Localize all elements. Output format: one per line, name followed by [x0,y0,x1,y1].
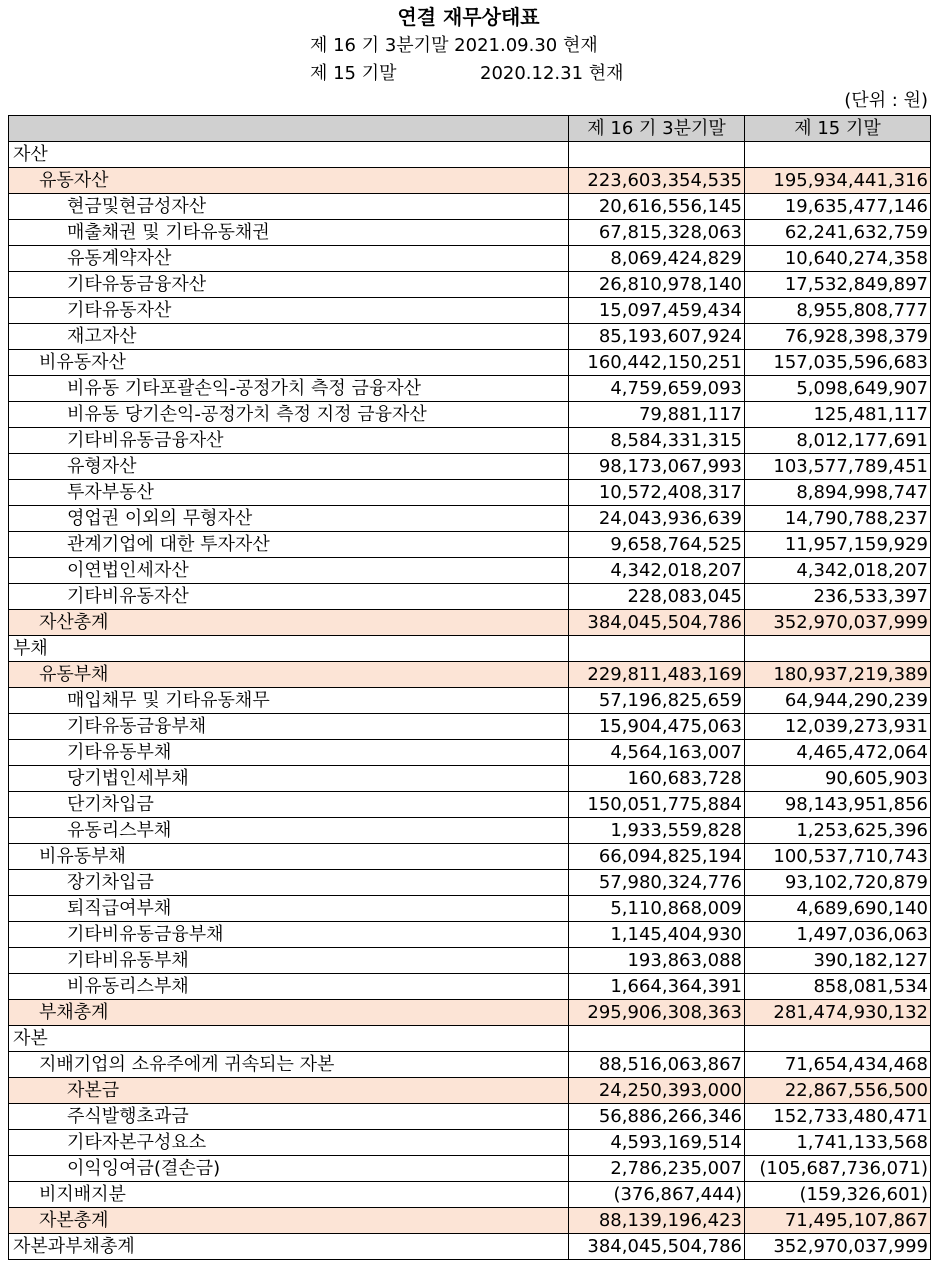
account-label: 기타자본구성요소 [9,1130,569,1156]
table-row [9,818,931,844]
prior-period-label: 제 15 기말 [310,63,397,84]
prior-period-value: 103,577,789,451 [745,454,931,480]
account-label: 자본과부채총계 [9,1234,569,1260]
account-label: 비유동리스부채 [9,974,569,1000]
current-period-value: 26,810,978,140 [569,272,745,298]
prior-period-value: 71,654,434,468 [745,1052,931,1078]
prior-period-value: 71,495,107,867 [745,1208,931,1234]
prior-period-value: (105,687,736,071) [745,1156,931,1182]
table-row [9,844,931,870]
account-label: 자산총계 [9,610,569,636]
current-period-value: 1,664,364,391 [569,974,745,1000]
account-label: 비지배지분 [9,1182,569,1208]
prior-period-value: 8,894,998,747 [745,480,931,506]
table-row [9,480,931,506]
prior-period-value: 858,081,534 [745,974,931,1000]
current-period-value: 228,083,045 [569,584,745,610]
current-period-value: 5,110,868,009 [569,896,745,922]
table-row [9,948,931,974]
account-label: 비유동 당기손익-공정가치 측정 지정 금융자산 [9,402,569,428]
current-period-value: 88,139,196,423 [569,1208,745,1234]
current-period-value [569,636,745,662]
prior-period-value: 236,533,397 [745,584,931,610]
prior-period-value: 157,035,596,683 [745,350,931,376]
table-row [9,532,931,558]
account-label: 현금및현금성자산 [9,194,569,220]
table-row [9,714,931,740]
table-row [9,168,931,194]
current-period-value: 223,603,354,535 [569,168,745,194]
table-row [9,766,931,792]
account-label: 장기차입금 [9,870,569,896]
table-row [9,1052,931,1078]
table-row [9,922,931,948]
table-row [9,246,931,272]
account-label: 기타비유동부채 [9,948,569,974]
table-row [9,402,931,428]
account-label: 기타유동금융부채 [9,714,569,740]
account-label: 자산 [9,142,569,168]
account-label: 유형자산 [9,454,569,480]
account-label: 투자부동산 [9,480,569,506]
account-label: 비유동부채 [9,844,569,870]
account-label: 비유동 기타포괄손익-공정가치 측정 금융자산 [9,376,569,402]
account-label: 유동부채 [9,662,569,688]
prior-period-value: 281,474,930,132 [745,1000,931,1026]
account-label: 영업권 이외의 무형자산 [9,506,569,532]
current-period-value: 10,572,408,317 [569,480,745,506]
current-period-value: 384,045,504,786 [569,1234,745,1260]
table-row [9,272,931,298]
table-row [9,1026,931,1052]
current-period-value: 98,173,067,993 [569,454,745,480]
table-row [9,350,931,376]
account-label: 주식발행초과금 [9,1104,569,1130]
current-period-value: 57,980,324,776 [569,870,745,896]
prior-period-value: 352,970,037,999 [745,610,931,636]
prior-period-value: 1,253,625,396 [745,818,931,844]
account-label: 퇴직급여부채 [9,896,569,922]
current-period-value [569,142,745,168]
current-period-value: 15,904,475,063 [569,714,745,740]
account-label: 단기차입금 [9,792,569,818]
prior-period-value: 4,342,018,207 [745,558,931,584]
header-row [9,116,931,142]
prior-period-value: 62,241,632,759 [745,220,931,246]
current-period-value: 193,863,088 [569,948,745,974]
prior-period-value: 5,098,649,907 [745,376,931,402]
account-label: 매입채무 및 기타유동채무 [9,688,569,714]
account-label: 지배기업의 소유주에게 귀속되는 자본 [9,1052,569,1078]
account-label: 기타비유동금융자산 [9,428,569,454]
table-row [9,376,931,402]
table-row [9,870,931,896]
prior-period-value: 1,497,036,063 [745,922,931,948]
prior-period-value: 12,039,273,931 [745,714,931,740]
prior-period-value: 125,481,117 [745,402,931,428]
prior-period-value: 64,944,290,239 [745,688,931,714]
table-row [9,142,931,168]
current-period-value: 8,069,424,829 [569,246,745,272]
current-period-value: 57,196,825,659 [569,688,745,714]
table-row [9,558,931,584]
prior-period-value: 195,934,441,316 [745,168,931,194]
current-period-value: 85,193,607,924 [569,324,745,350]
prior-period-value: 17,532,849,897 [745,272,931,298]
prior-period-value: 19,635,477,146 [745,194,931,220]
current-period-value: 4,342,018,207 [569,558,745,584]
account-label: 재고자산 [9,324,569,350]
prior-period-value: 1,741,133,568 [745,1130,931,1156]
current-period-value: 1,145,404,930 [569,922,745,948]
current-period-value: 79,881,117 [569,402,745,428]
header-account [9,116,569,142]
prior-period-value [745,142,931,168]
table-row [9,584,931,610]
account-label: 자본총계 [9,1208,569,1234]
prior-period-value: 352,970,037,999 [745,1234,931,1260]
current-period-value: 384,045,504,786 [569,610,745,636]
current-period-value: 66,094,825,194 [569,844,745,870]
table-row [9,688,931,714]
prior-period-value: 14,790,788,237 [745,506,931,532]
account-label: 유동리스부채 [9,818,569,844]
current-period-value: 88,516,063,867 [569,1052,745,1078]
prior-period-value [745,1026,931,1052]
current-period-value: (376,867,444) [569,1182,745,1208]
account-label: 자본 [9,1026,569,1052]
prior-period-value: 4,465,472,064 [745,740,931,766]
prior-period-value: 100,537,710,743 [745,844,931,870]
current-period-value [569,1026,745,1052]
current-period-value: 160,442,150,251 [569,350,745,376]
current-period-value: 24,043,936,639 [569,506,745,532]
current-period-value: 67,815,328,063 [569,220,745,246]
current-period-value: 8,584,331,315 [569,428,745,454]
table-row [9,1104,931,1130]
account-label: 유동자산 [9,168,569,194]
prior-period-value: 76,928,398,379 [745,324,931,350]
prior-period-date: 2020.12.31 현재 [480,63,624,84]
account-label: 자본금 [9,1078,569,1104]
header-current-period: 제 16 기 3분기말 [569,116,745,142]
current-period-value: 4,564,163,007 [569,740,745,766]
prior-period-value: 10,640,274,358 [745,246,931,272]
table-row [9,1130,931,1156]
statement-title: 연결 재무상태표 [397,5,540,29]
header-prior-period: 제 15 기말 [745,116,931,142]
table-row [9,1234,931,1260]
current-period-value: 24,250,393,000 [569,1078,745,1104]
account-label: 유동계약자산 [9,246,569,272]
prior-period-value: 4,689,690,140 [745,896,931,922]
account-label: 기타유동금융자산 [9,272,569,298]
current-period-value: 150,051,775,884 [569,792,745,818]
table-row [9,792,931,818]
current-period-value: 15,097,459,434 [569,298,745,324]
table-body [9,142,931,1260]
current-period-value: 295,906,308,363 [569,1000,745,1026]
account-label: 이연법인세자산 [9,558,569,584]
balance-sheet-table [8,115,931,1260]
prior-period-value: 152,733,480,471 [745,1104,931,1130]
table-row [9,194,931,220]
table-row [9,454,931,480]
prior-period-value: 90,605,903 [745,766,931,792]
table-row [9,1208,931,1234]
prior-period-value: (159,326,601) [745,1182,931,1208]
account-label: 부채총계 [9,1000,569,1026]
current-period-value: 56,886,266,346 [569,1104,745,1130]
current-period-value: 160,683,728 [569,766,745,792]
table-row [9,428,931,454]
table-row [9,1182,931,1208]
table-row [9,1156,931,1182]
prior-period-value: 98,143,951,856 [745,792,931,818]
prior-period-value: 11,957,159,929 [745,532,931,558]
table-row [9,220,931,246]
table-row [9,1078,931,1104]
table-row [9,324,931,350]
account-label: 당기법인세부채 [9,766,569,792]
account-label: 기타비유동자산 [9,584,569,610]
prior-period-value: 8,955,808,777 [745,298,931,324]
account-label: 부채 [9,636,569,662]
table-row [9,740,931,766]
table-row [9,610,931,636]
account-label: 비유동자산 [9,350,569,376]
account-label: 매출채권 및 기타유동채권 [9,220,569,246]
table-row [9,636,931,662]
account-label: 기타유동자산 [9,298,569,324]
current-period-value: 9,658,764,525 [569,532,745,558]
current-period-value: 4,593,169,514 [569,1130,745,1156]
current-period-value: 4,759,659,093 [569,376,745,402]
current-period-value: 2,786,235,007 [569,1156,745,1182]
account-label: 이익잉여금(결손금) [9,1156,569,1182]
unit-label: (단위 : 원) [844,90,928,111]
account-label: 관계기업에 대한 투자자산 [9,532,569,558]
table-row [9,1000,931,1026]
table-row [9,896,931,922]
table-row [9,506,931,532]
prior-period-value [745,636,931,662]
table-row [9,974,931,1000]
prior-period-value: 93,102,720,879 [745,870,931,896]
prior-period-value: 22,867,556,500 [745,1078,931,1104]
prior-period-value: 180,937,219,389 [745,662,931,688]
account-label: 기타비유동금융부채 [9,922,569,948]
prior-period-value: 8,012,177,691 [745,428,931,454]
current-period-value: 229,811,483,169 [569,662,745,688]
account-label: 기타유동부채 [9,740,569,766]
current-period-value: 1,933,559,828 [569,818,745,844]
current-period-line: 제 16 기 3분기말 2021.09.30 현재 [310,35,598,56]
table-row [9,298,931,324]
prior-period-value: 390,182,127 [745,948,931,974]
table-row [9,662,931,688]
current-period-value: 20,616,556,145 [569,194,745,220]
